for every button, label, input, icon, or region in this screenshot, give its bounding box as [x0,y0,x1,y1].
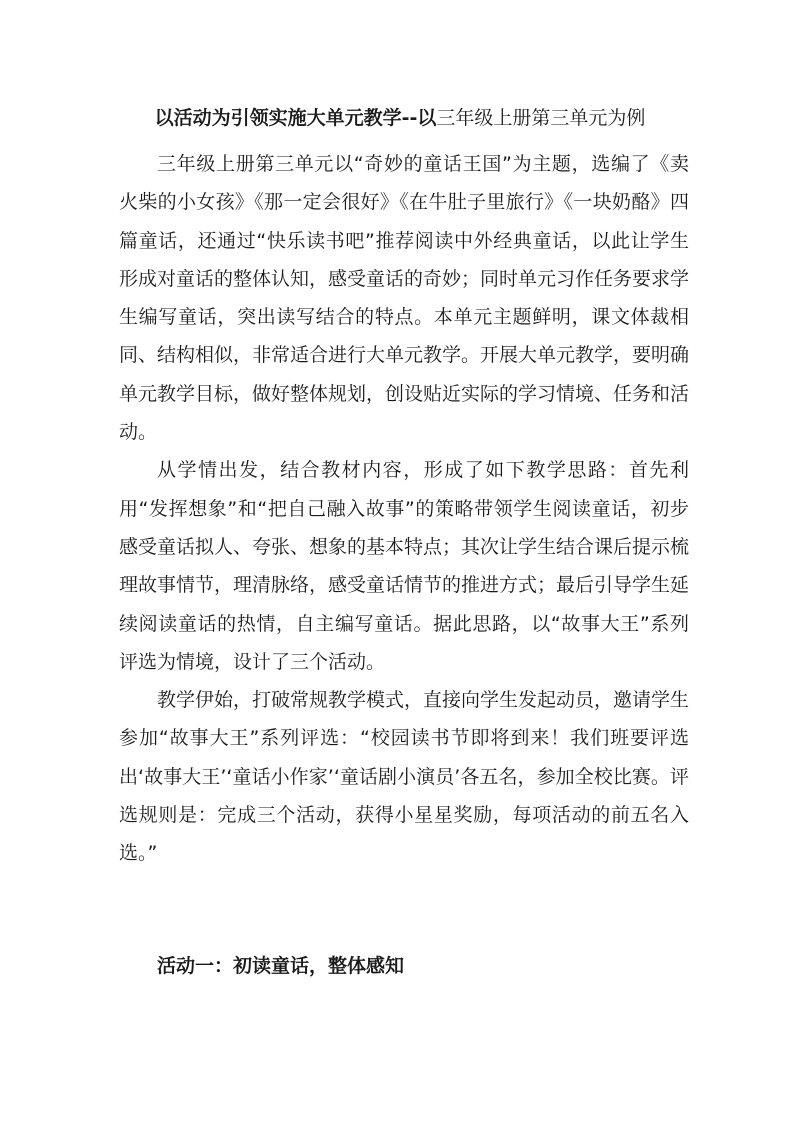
body-text [119,145,689,873]
paragraph-teaching-approach: 从学情出发，结合教材内容，形成了如下教学思路：首先利用“发挥想象”和“把自己融入故事”的策略带领学生阅读童话，初步感受童话拟人、夸张、想象的基本特点；其次让学生结合课后提示梳理故事情节，理清脉络，感受童话情节的推进方式；最后引导学生延续阅读童话的热情，自主编写童话。据此思路，以“故事大王”系列评选为情境，设计了三个活动。 [119,459,690,673]
section-heading-activity-one: 活动一：初读童话，整体感知 [157,955,405,977]
title-main: 以活动为引领实施大单元教学--以 [154,107,437,129]
paragraph-class-opening: 教学伊始，打破常规教学模式，直接向学生发起动员，邀请学生参加“故事大王”系列评选：“校园读书节即将到来！我们班要评选出‘故事大王’‘童话小作家’‘童话剧小演员’各五名，参加全校比赛。评选规则是：完成三个活动，获得小星星奖励，每项活动的前五名入选。” [119,689,690,865]
title-subtitle: 三年级上册第三单元为例 [436,107,646,129]
document-title [0,103,800,133]
paragraph-unit-overview: 三年级上册第三单元以“奇妙的童话王国”为主题，选编了《卖火柴的小女孩》《那一定会很好》《在牛肚子里旅行》《一块奶酪》四篇童话，还通过“快乐读书吧”推荐阅读中外经典童话，以此让学生形成对童话的整体认知，感受童话的奇妙；同时单元习作任务要求学生编写童话，突出读写结合的特点。本单元主题鲜明，课文体裁相同、结构相似，非常适合进行大单元教学。开展大单元教学，要明确单元教学目标，做好整体规划，创设贴近实际的学习情境、任务和活动。 [119,153,690,444]
